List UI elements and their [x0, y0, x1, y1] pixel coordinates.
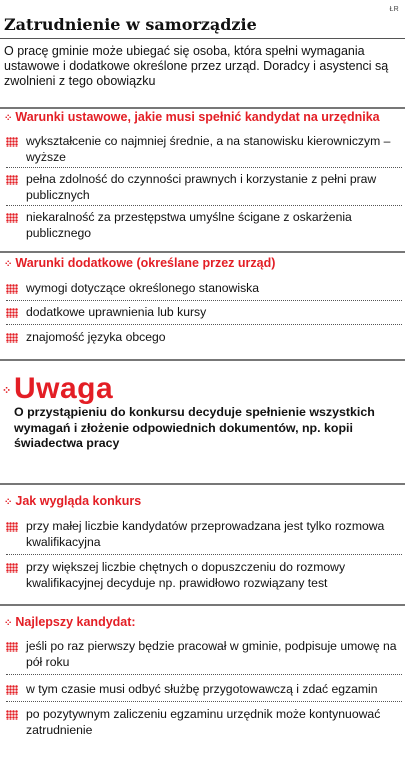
bullet-icon: [6, 333, 18, 343]
section-rule: [0, 604, 405, 606]
list-item-text: wymogi dotyczące określonego stanowiska: [26, 281, 260, 295]
list-item: [6, 281, 402, 297]
arrow-icon: ⁘: [4, 259, 13, 270]
list-item: [6, 330, 402, 346]
list-item-text: po pozytywnym zaliczeniu egzaminu urzędnik może kontynuować zatrudnienie: [26, 707, 381, 737]
list-item: [6, 172, 402, 203]
section-rule: [0, 483, 405, 485]
credit: ŁR: [389, 6, 399, 13]
section-heading-dodatkowe: ⁘ Warunki dodatkowe (określane przez urząd): [4, 256, 276, 270]
list-item-text: przy większej liczbie chętnych o dopuszczeniu do rozmowy kwalifikacyjnej decyduje np. prawidłowo rozwiązany test: [26, 560, 346, 590]
divider: [6, 167, 402, 168]
title-rule: [0, 38, 405, 39]
divider: [6, 554, 402, 555]
section-rule: [0, 107, 405, 109]
bullet-icon: [6, 642, 18, 652]
bullet-icon: [6, 308, 18, 318]
list-item-text: niekaralność za przestępstwa umyślne ścigane z oskarżenia publicznego: [26, 210, 352, 240]
divider: [6, 674, 402, 675]
bullet-icon: [6, 284, 18, 294]
list-item: [6, 134, 402, 165]
section-rule: [0, 359, 405, 361]
list-item-text: znajomość języka obcego: [26, 330, 166, 344]
uwaga-text: O przystąpieniu do konkursu decyduje spełnienie wszystkich wymagań i złożenie odpowiednich dokumentów, np. kopii świadectwa pracy: [14, 405, 375, 450]
list-item-text: jeśli po raz pierwszy będzie pracował w gminie, podpisuje umowę na pół roku: [26, 639, 397, 669]
list-item-text: dodatkowe uprawnienia lub kursy: [26, 305, 207, 319]
section-heading-ustawowe: ⁘ Warunki ustawowe, jakie musi spełnić kandydat na urzędnika: [4, 110, 380, 124]
lead-paragraph: O pracę gminie może ubiegać się osoba, która spełni wymagania ustawowe i dodatkowe określone przez urząd. Doradcy i asystenci są zwolnieni z tego obowiązku: [4, 44, 389, 88]
arrow-icon: ⁘: [4, 113, 13, 124]
divider: [6, 324, 402, 325]
list-item: [6, 519, 402, 550]
list-item: [6, 707, 402, 738]
bullet-icon: [6, 213, 18, 223]
divider: [6, 701, 402, 702]
bullet-icon: [6, 137, 18, 147]
list-item: [6, 210, 402, 241]
arrow-icon: ⁘: [4, 497, 13, 508]
section-heading-konkurs: ⁘ Jak wygląda konkurs: [4, 494, 142, 508]
list-item: [6, 639, 402, 670]
arrow-icon: ⁘: [4, 618, 13, 629]
list-item: [6, 682, 402, 698]
list-item-text: przy małej liczbie kandydatów przeprowadzana jest tylko rozmowa kwalifikacyjna: [26, 519, 385, 549]
bullet-icon: [6, 522, 18, 532]
bullet-icon: [6, 685, 18, 695]
list-item-text: pełna zdolność do czynności prawnych i korzystanie z pełni praw publicznych: [26, 172, 377, 202]
divider: [6, 300, 402, 301]
list-item: [6, 560, 402, 591]
divider: [6, 205, 402, 206]
bullet-icon: [6, 175, 18, 185]
page-title: Zatrudnienie w samorządzie: [4, 15, 257, 34]
bullet-icon: [6, 710, 18, 720]
list-item-text: wykształcenie co najmniej średnie, a na stanowisku kierowniczym – wyższe: [26, 134, 391, 164]
section-rule: [0, 251, 405, 253]
list-item-text: w tym czasie musi odbyć służbę przygotowawczą i zdać egzamin: [26, 682, 378, 696]
uwaga-title: Uwaga: [14, 372, 114, 405]
section-heading-kandydat: ⁘ Najlepszy kandydat:: [4, 615, 136, 629]
bullet-icon: [6, 563, 18, 573]
list-item: [6, 305, 402, 321]
arrow-icon: ⁘: [2, 385, 12, 397]
